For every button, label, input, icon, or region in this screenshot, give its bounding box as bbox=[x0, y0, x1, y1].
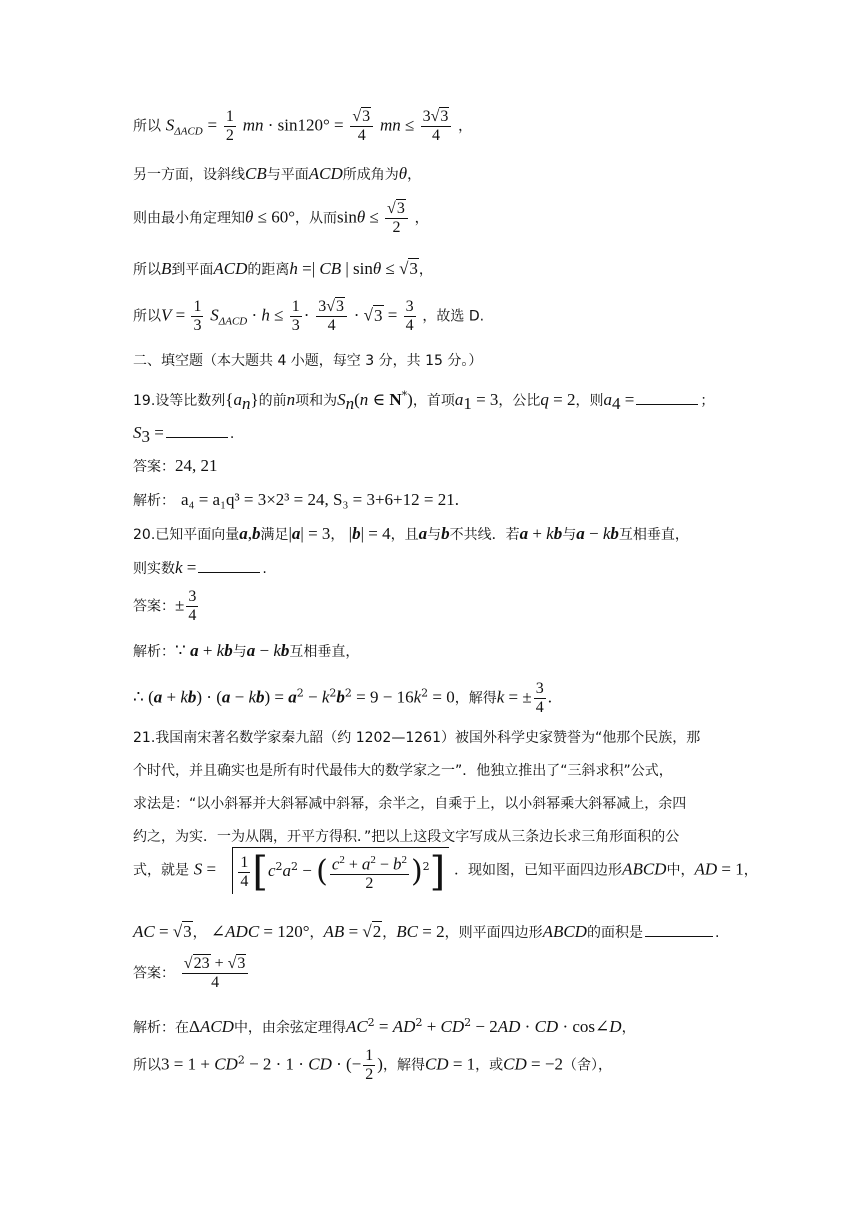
question-21-p4: 约之，为实．一为从隅，开平方得积．”把以上这段文字写成从三条边长求三角形面积的公 bbox=[133, 829, 680, 845]
section-heading: 二、填空题（本大题共 4 小题，每空 3 分，共 15 分。） bbox=[133, 353, 483, 369]
answer-blank bbox=[645, 922, 713, 937]
q21-solution-1: 解析：在ΔACD中，由余弦定理得$AC^2 = AD^2 + CD^2 - 2AD$ · CD · cos∠D， bbox=[133, 1016, 636, 1036]
line-area-formula: 所以 $S_{\Delta ACD}$ = $\frac{1}{2}$ mn · sin120° = $\frac{√3}{4}$ mn ≤ $\frac{3√3}{4}$ ， bbox=[133, 108, 473, 144]
question-21-conds: AC = √3， ∠ADC = 120°，AB = √2，BC = 2，则平面四边形ABCD的面积是 . bbox=[133, 922, 720, 941]
q19-answer: 答案：24, 21 bbox=[133, 456, 218, 475]
q20-solution-2: ∴ $(a + kb) \cdot (a - kb) = a^2 - k^2b^2 = 9 - 16k^2 = 0$，解得k = ± $\frac{3}{4}$ . bbox=[133, 680, 552, 716]
q19-solution: 解析： a₄ = a₁q³ = 3×2³ = 24, S₃ = 3+6+12 = 21. bbox=[133, 490, 459, 509]
question-21-formula: 式，就是 S = $\frac{1}{4}$ [$c^2a^2$ − ( $\frac{c^2 + a^2 - b^2}{2}$ )$^2$] ．现如图，已知平面四边形ABCD中，AD = 1， bbox=[133, 849, 758, 895]
line-min-angle: 则由最小角定理知θ ≤ 60°，从而sinθ ≤ $\frac{√3}{2}$ ， bbox=[133, 200, 429, 236]
question-21-p3: 求法是：“以小斜幂并大斜幂减中斜幂，余半之，自乘于上，以小斜幂乘大斜幂减上，余四 bbox=[133, 796, 687, 812]
q21-solution-2: 所以$3 = 1 + CD^2 - 2 \cdot 1$ · CD · (− $\frac{1}{2}$ )，解得CD = 1，或CD = −2（舍）， bbox=[133, 1047, 612, 1083]
line-volume: 所以V = $\frac{1}{3}$ $S_{\Delta ACD} \cdot h$ ≤ $\frac{1}{3}$ · $\frac{3√3}{4}$ · √3 = $\frac{3}{4}$ ，故选 D. bbox=[133, 298, 485, 334]
question-21-p2: 个时代，并且确实也是所有时代最伟大的数学家之一”．他独立推出了“三斜求积”公式， bbox=[133, 763, 673, 779]
question-20-cont: 则实数k = . bbox=[133, 558, 267, 577]
answer-blank bbox=[166, 423, 228, 438]
line-angle-def: 另一方面，设斜线CB与平面ACD所成角为θ， bbox=[133, 164, 422, 183]
question-19: 19.设等比数列$\{a_n\}$的前n项和为$S_n(n$ ∈ N*)，首项$a_1 = 3$，公比q = 2，则$a_4$ = ； bbox=[133, 389, 715, 413]
question-19-cont: $S_3$ = . bbox=[133, 423, 235, 446]
answer-blank bbox=[636, 390, 698, 405]
q21-answer: 答案： $\frac{√23 + √3}{4}$ bbox=[133, 955, 250, 992]
answer-blank bbox=[198, 558, 260, 573]
line-distance: 所以B到平面ACD的距离h =| CB | sinθ ≤ √3， bbox=[133, 259, 433, 278]
question-21-p1: 21.我国南宋著名数学家秦九韶（约 1202—1261）被国外科学史家赞誉为“他那个民族，那 bbox=[133, 730, 701, 746]
q20-answer: 答案：± $\frac{3}{4}$ bbox=[133, 588, 197, 624]
question-20: 20.已知平面向量a,b满足|a| = 3， |b| = 4，且a与b不共线．若a + kb与a − kb互相垂直， bbox=[133, 524, 689, 543]
q20-solution-1: 解析：∵ a + kb与a − kb互相垂直， bbox=[133, 641, 360, 660]
